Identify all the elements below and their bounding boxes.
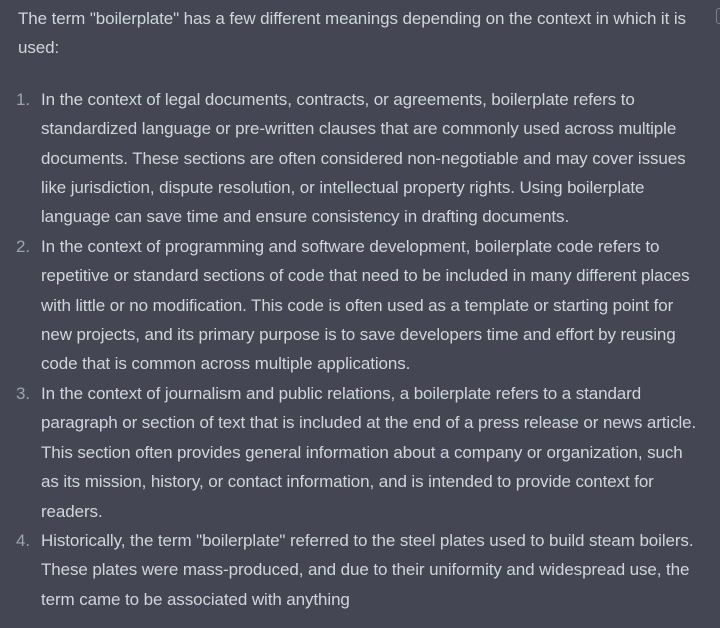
list-number: 4.	[16, 530, 30, 550]
list-item-text: Historically, the term "boilerplate" referred to the steel plates used to build steam boilers. These plates were mass-produced, and due to their uniformity and widespread use, the term came to be associated with anything	[41, 530, 694, 609]
list-item	[18, 85, 702, 232]
list-item	[18, 526, 702, 614]
list-number: 3.	[16, 383, 30, 403]
list-item-text: In the context of programming and software development, boilerplate code refers to repetitive or standard sections of code that need to be included in many different places with little or no modification. This code is often used as a template or starting point for new projects, and its primary purpose is to save developers time and effort by reusing code that is common across multiple applications.	[41, 236, 690, 374]
list-number: 2.	[16, 236, 30, 256]
list-item	[18, 379, 702, 526]
list-item-text: In the context of legal documents, contracts, or agreements, boilerplate refers to standardized language or pre-written clauses that are commonly used across multiple documents. These sections are often considered non-negotiable and may cover issues like jurisdiction, dispute resolution, or intellectual property rights. Using boilerplate language can save time and ensure consistency in drafting documents.	[41, 89, 686, 227]
list-item	[18, 232, 702, 379]
list-number: 1.	[16, 89, 30, 109]
answer-list	[18, 85, 702, 614]
copy-icon[interactable]	[716, 8, 720, 24]
intro-paragraph: The term "boilerplate" has a few different meanings depending on the context in which it is used:	[18, 9, 686, 58]
list-item-text: In the context of journalism and public relations, a boilerplate refers to a standard paragraph or section of text that is included at the end of a press release or news article. This section often provides general information about a company or organization, such as its mission, history, or contact information, and is intended to provide context for readers.	[41, 383, 697, 521]
